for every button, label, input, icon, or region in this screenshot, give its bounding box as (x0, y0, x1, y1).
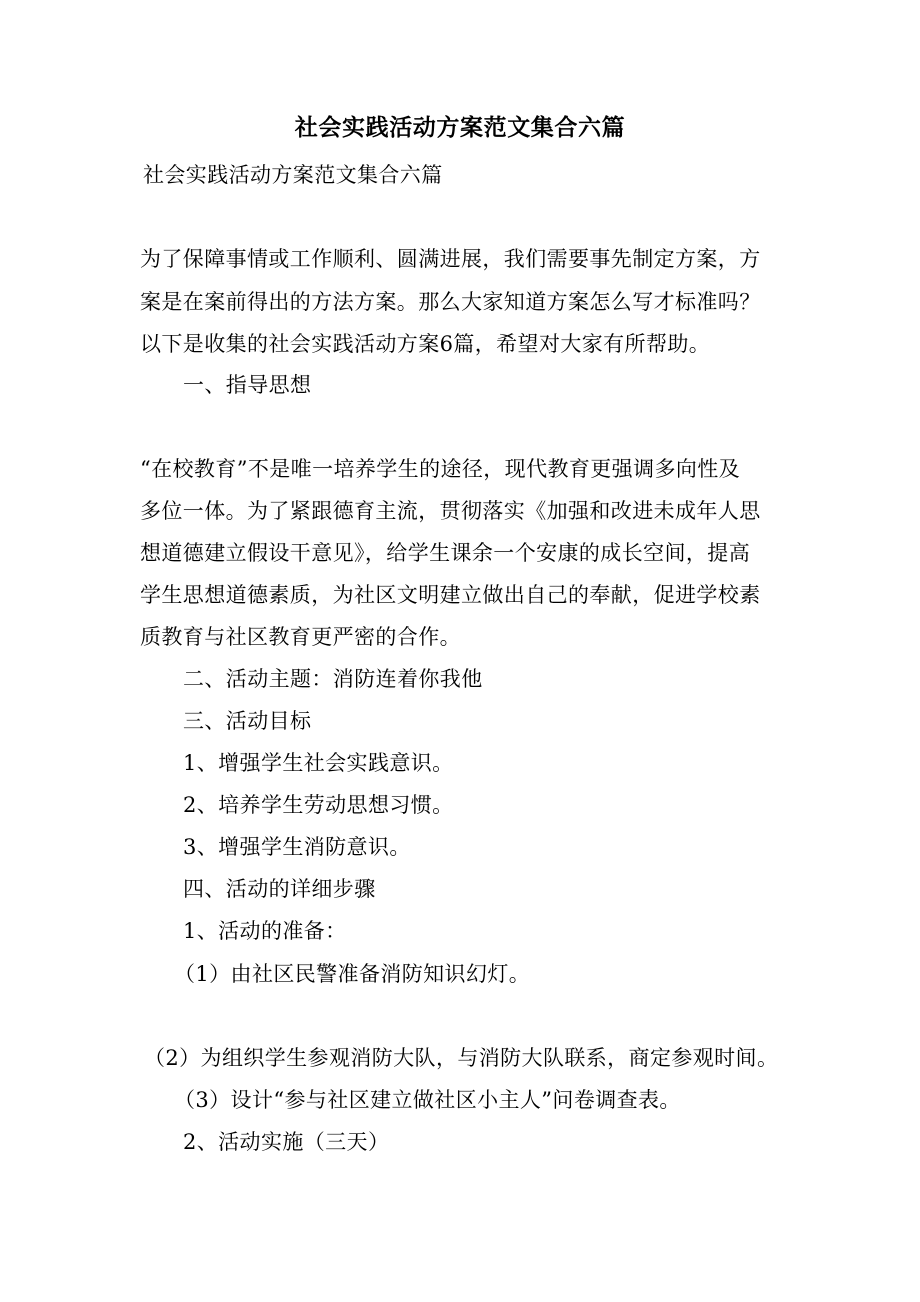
step1-heading: 1、活动的准备： (183, 919, 347, 943)
section1-heading: 一、指导思想 (183, 373, 312, 397)
intro-line-1: 为了保障事情或工作顺利、圆满进展，我们需要事先制定方案，方 (140, 247, 761, 271)
section2-heading: 二、活动主题：消防连着你我他 (183, 667, 483, 691)
section1-body-line-3: 想道德建立假设干意见》，给学生课余一个安康的成长空间，提高 (140, 541, 751, 565)
prep-item-2: （2）为组织学生参观消防大队，与消防大队联系，商定参观时间。 (144, 1046, 779, 1070)
goal-item-2: 2、培养学生劳动思想习惯。 (183, 793, 454, 817)
goal-item-3: 3、增强学生消防意识。 (183, 835, 411, 859)
prep-item-3: （3）设计“参与社区建立做社区小主人”问卷调查表。 (174, 1088, 681, 1112)
intro-line-3: 以下是收集的社会实践活动方案6篇，希望对大家有所帮助。 (140, 332, 711, 356)
section1-body-line-2: 多位一体。为了紧跟德育主流，贯彻落实《加强和改进未成年人思 (140, 499, 761, 523)
document-subtitle: 社会实践活动方案范文集合六篇 (143, 163, 443, 187)
document-title: 社会实践活动方案范文集合六篇 (294, 114, 626, 141)
prep-item-1: （1）由社区民警准备消防知识幻灯。 (174, 962, 531, 986)
intro-line-2: 案是在案前得出的方法方案。那么大家知道方案怎么写才标准吗？ (140, 290, 761, 314)
section1-body-line-5: 质教育与社区教育更严密的合作。 (140, 625, 461, 649)
step2-heading: 2、活动实施（三天） (183, 1130, 390, 1154)
section1-body-line-4: 学生思想道德素质，为社区文明建立做出自己的奉献，促进学校素 (140, 583, 761, 607)
section1-body-line-1: “在校教育”不是唯一培养学生的途径，现代教育更强调多向性及 (140, 457, 741, 481)
goal-item-1: 1、增强学生社会实践意识。 (183, 751, 454, 775)
section4-heading: 四、活动的详细步骤 (183, 877, 376, 901)
section3-heading: 三、活动目标 (183, 709, 312, 733)
